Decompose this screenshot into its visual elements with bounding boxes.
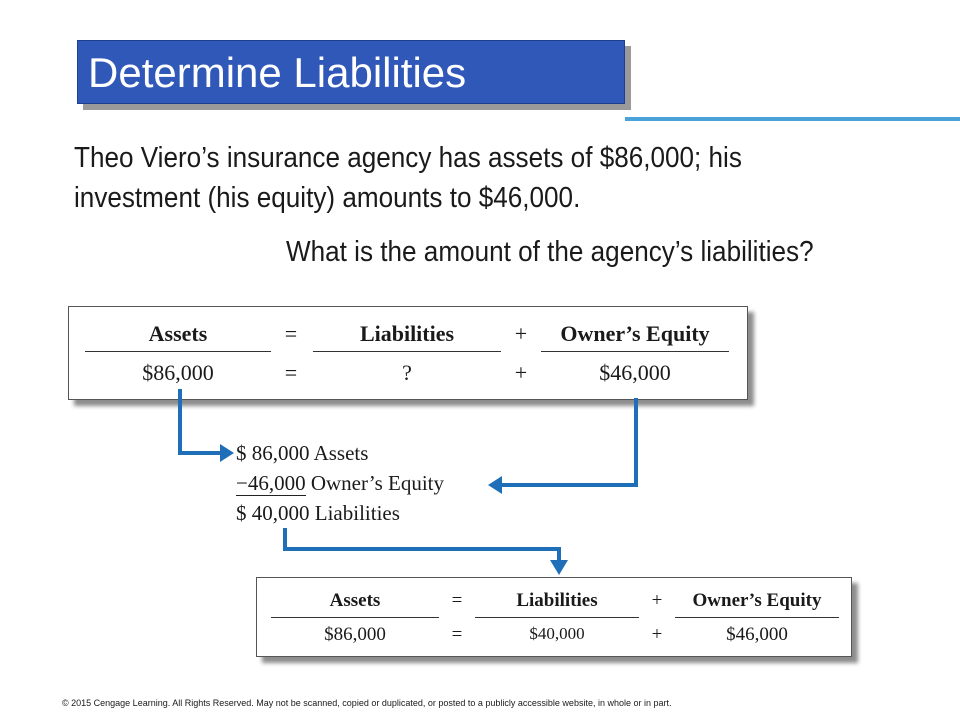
value-equals: = [284, 360, 298, 385]
header-owners-equity: Owner’s Equity [560, 321, 710, 346]
arrowhead-left [488, 476, 502, 494]
arrowhead-down [550, 560, 568, 575]
value-liabilities: $40,000 [529, 624, 585, 643]
header-equals: = [284, 321, 298, 346]
header-assets: Assets [329, 590, 381, 611]
calc-equity-label: Owner’s Equity [305, 471, 445, 495]
underline-equity [675, 617, 839, 618]
equation-box-bottom [256, 577, 852, 657]
header-assets: Assets [148, 321, 208, 346]
header-liabilities: Liabilities [359, 321, 455, 346]
question-text: What is the amount of the agency’s liabilities? [286, 236, 814, 268]
problem-statement: Theo Viero’s insurance agency has assets of $86,000; his investment (his equity) amounts to $46,000. [74, 142, 742, 214]
value-assets: $86,000 [142, 360, 214, 385]
equation-box-top [68, 306, 748, 400]
header-plus: + [651, 590, 663, 611]
header-owners-equity: Owner’s Equity [692, 590, 822, 611]
arrow-equity-to-calc [502, 398, 636, 485]
header-plus: + [514, 321, 528, 346]
arrowhead-right [220, 444, 234, 462]
copyright-notice: © 2015 Cengage Learning. All Rights Reserved. May not be scanned, copied or duplicated, or posted to a publicly accessible website, in whole or in part. [62, 698, 672, 708]
underline-liabilities [475, 617, 639, 618]
header-equals: = [451, 590, 463, 611]
underline-liabilities [313, 351, 501, 352]
calc-liabilities-line: $ 40,000 Liabilities [236, 501, 400, 525]
calc-assets-line: $ 86,000 Assets [236, 441, 369, 465]
value-assets: $86,000 [324, 624, 386, 645]
value-equals: = [451, 624, 463, 645]
calc-equity-value: −46,000 [236, 471, 306, 495]
title-box [77, 40, 625, 104]
underline-equity [541, 351, 729, 352]
underline-assets [85, 351, 271, 352]
arrow-liabilities-to-bottom [285, 528, 559, 562]
value-owners-equity: $46,000 [726, 624, 788, 645]
underline-assets [271, 617, 439, 618]
value-plus: + [514, 360, 528, 385]
value-plus: + [651, 624, 663, 645]
slide-title: Determine Liabilities [88, 49, 467, 96]
value-liabilities: ? [402, 360, 412, 385]
value-owners-equity: $46,000 [599, 360, 671, 385]
accent-rule [625, 117, 960, 121]
calc-equity-line [236, 468, 444, 498]
header-liabilities: Liabilities [516, 590, 598, 611]
